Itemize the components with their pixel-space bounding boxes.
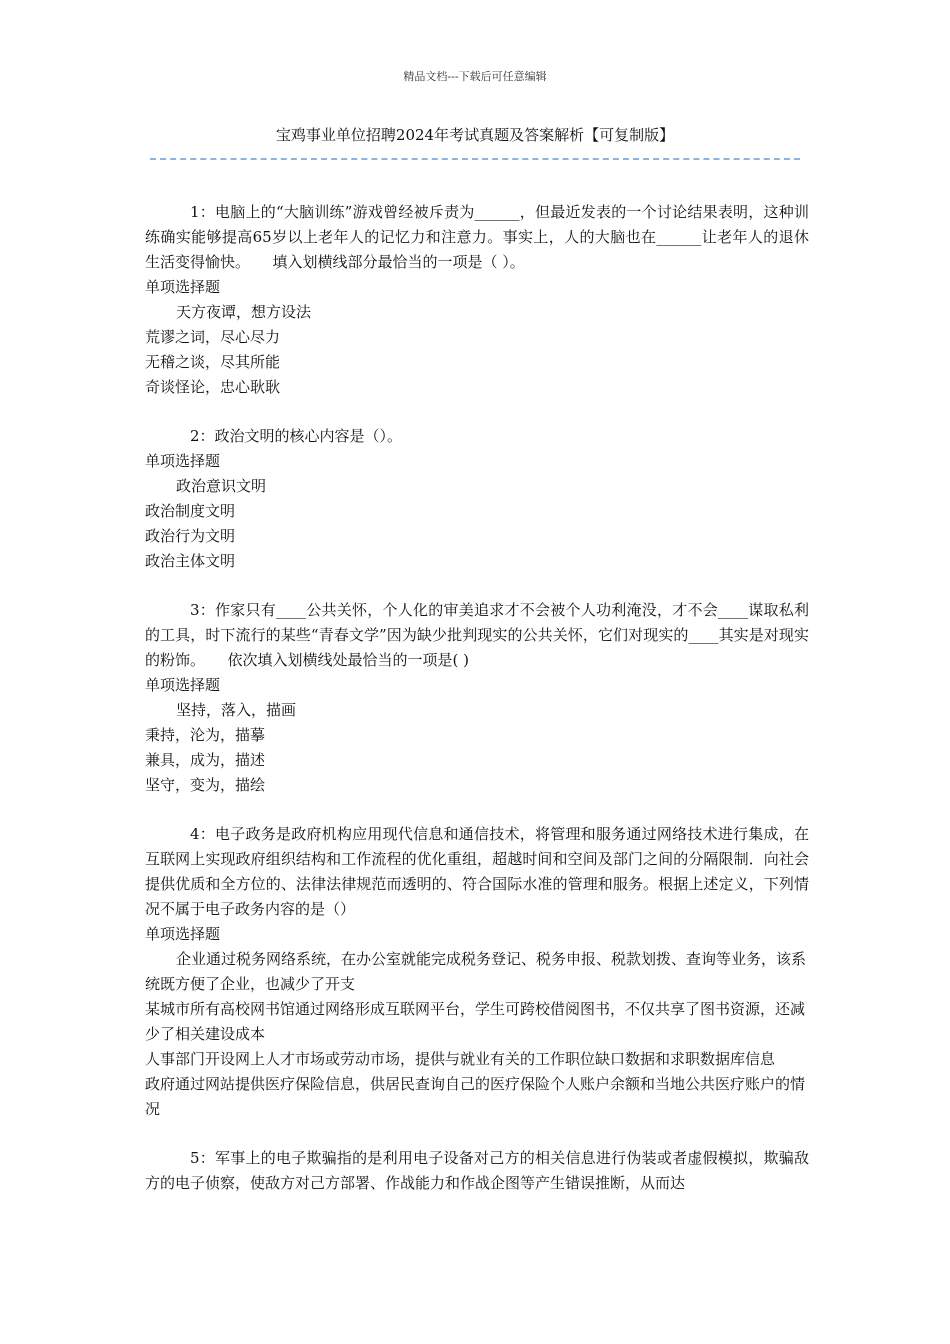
- question-4: [145, 822, 809, 1122]
- title-divider: [150, 158, 800, 160]
- option-d: 坚守，变为，描绘: [145, 776, 266, 794]
- document-title: 宝鸡事业单位招聘2024年考试真题及答案解析【可复制版】: [275, 126, 675, 144]
- option-b: 某城市所有高校网书馆通过网络形成互联网平台，学生可跨校借阅图书，不仅共享了图书资源，还减少了相关建设成本: [145, 1000, 806, 1043]
- question-type: 单项选择题: [145, 452, 221, 470]
- option-c: 无稽之谈，尽其所能: [145, 353, 281, 371]
- header-note: 精品文档---下载后可任意编辑: [403, 70, 547, 83]
- question-stem: 5：军事上的电子欺骗指的是利用电子设备对己方的相关信息进行伪装或者虚假模拟，欺骗敌方的电子侦察，使敌方对己方部署、作战能力和作战企图等产生错误推断，从而达: [145, 1149, 809, 1192]
- option-c: 兼具，成为，描述: [145, 751, 266, 769]
- question-2: [145, 424, 809, 574]
- question-stem: 2：政治文明的核心内容是（）。: [190, 427, 403, 445]
- question-stem: 1：电脑上的“大脑训练”游戏曾经被斥责为______，但最近发表的一个讨论结果表明，这种训练确实能够提高65岁以上老年人的记忆力和注意力。事实上，人的大脑也在______让老年人的退休生活变得愉快。 填入划横线部分最恰当的一项是（ ）。: [145, 203, 809, 271]
- document-body: [145, 200, 809, 1220]
- option-d: 政府通过网站提供医疗保险信息，供居民查询自己的医疗保险个人账户余额和当地公共医疗账户的情况: [145, 1075, 806, 1118]
- option-b: 秉持，沦为，描摹: [145, 726, 266, 744]
- option-d: 奇谈怪论，忠心耿耿: [145, 378, 281, 396]
- question-3: [145, 598, 809, 798]
- option-a: 天方夜谭，想方设法: [176, 303, 312, 321]
- option-a: 坚持，落入，描画: [176, 701, 297, 719]
- question-type: 单项选择题: [145, 278, 221, 296]
- question-type: 单项选择题: [145, 676, 221, 694]
- option-b: 政治制度文明: [145, 502, 236, 520]
- question-1: [145, 200, 809, 400]
- question-stem: 3：作家只有____公共关怀，个人化的审美追求才不会被个人功利淹没，才不会____谋取私利的工具，时下流行的某些“青春文学”因为缺少批判现实的公共关怀，它们对现实的____其实是对现实的粉饰。 依次填入划横线处最恰当的一项是( ): [145, 601, 809, 669]
- option-a: 企业通过税务网络系统，在办公室就能完成税务登记、税务申报、税款划拨、查询等业务，该系统既方便了企业，也减少了开支: [145, 950, 807, 993]
- option-d: 政治主体文明: [145, 552, 236, 570]
- option-c: 人事部门开设网上人才市场或劳动市场，提供与就业有关的工作职位缺口数据和求职数据库信息: [145, 1050, 776, 1068]
- question-stem: 4：电子政务是政府机构应用现代信息和通信技术，将管理和服务通过网络技术进行集成，在互联网上实现政府组织结构和工作流程的优化重组，超越时间和空间及部门之间的分隔限制．向社会提供优质和全方位的、法律法律规范而透明的、符合国际水准的管理和服务。根据上述定义，下列情况不属于电子政务内容的是（）: [145, 825, 809, 918]
- option-a: 政治意识文明: [176, 477, 267, 495]
- option-b: 荒谬之词，尽心尽力: [145, 328, 281, 346]
- question-type: 单项选择题: [145, 925, 221, 943]
- option-c: 政治行为文明: [145, 527, 236, 545]
- question-5: [145, 1146, 809, 1196]
